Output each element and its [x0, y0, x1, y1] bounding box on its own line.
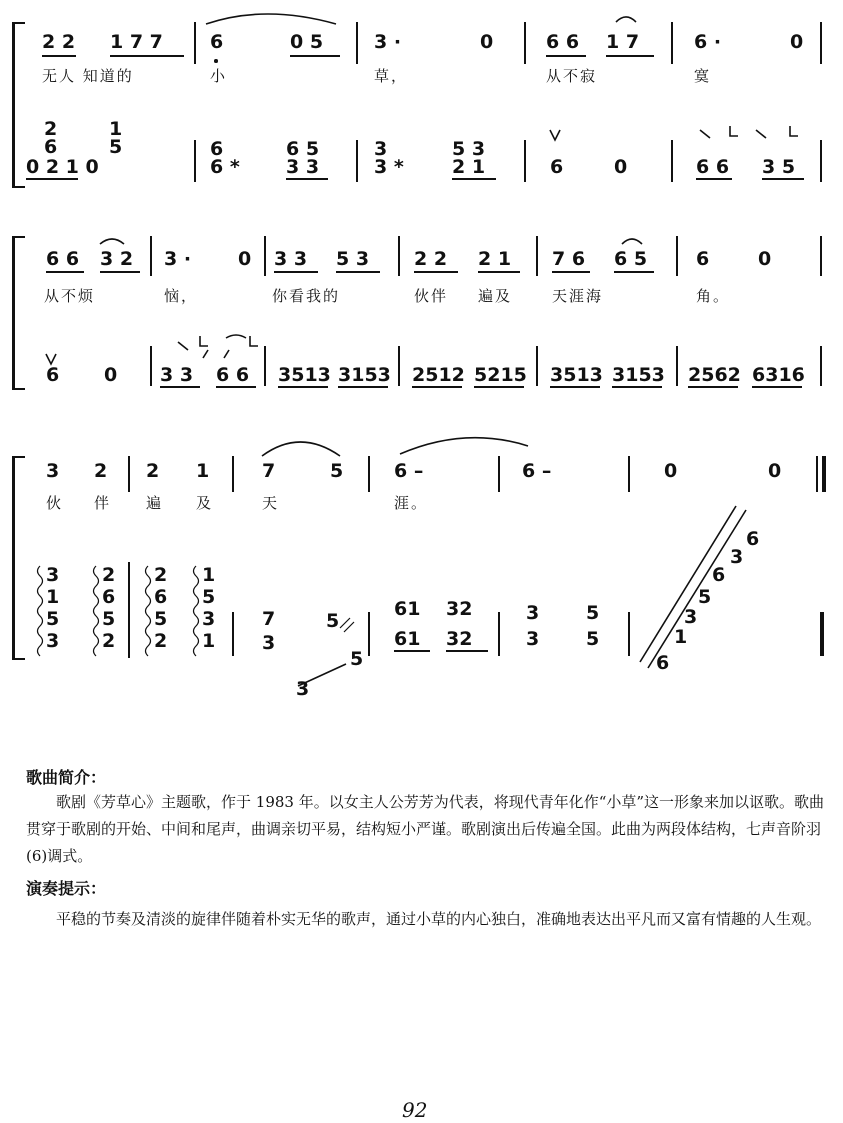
accomp-note: 5 [326, 610, 340, 632]
accomp-note: 1 [202, 630, 216, 652]
melody-note: 2 [146, 460, 160, 482]
accomp-note: 61 [394, 598, 421, 620]
melody-note: 3 · [374, 31, 402, 53]
lyric: 遍及 [478, 287, 513, 305]
melody-note: 5 [330, 460, 344, 482]
accomp-note: 32 [446, 628, 473, 650]
melody-note: 6 [696, 248, 710, 270]
melody-note: 2 1 [478, 248, 512, 270]
accomp-note: 6 5 [286, 138, 320, 160]
melody-note: 3 3 [274, 248, 308, 270]
melody-note: 1 7 [606, 31, 640, 53]
accomp-note: 3 [296, 678, 310, 700]
accomp-note: 3153 [338, 364, 391, 386]
accomp-note: 3 [526, 628, 540, 650]
lyric: 小 [210, 67, 228, 85]
accomp-note: 5 [586, 628, 600, 650]
page-number: 92 [402, 1098, 428, 1122]
melody-note: 6 6 [46, 248, 80, 270]
accomp-note: 0 2 1 0 [26, 156, 99, 178]
accomp-note: 0 [614, 156, 628, 178]
accomp-note: 6 [550, 156, 564, 178]
accomp-note: 2562 [688, 364, 741, 386]
lyric: 天涯海 [552, 287, 604, 305]
accomp-note: 6 * [210, 156, 240, 178]
melody-note: 3 2 [100, 248, 134, 270]
accomp-note: 6 6 [696, 156, 730, 178]
accomp-note: 5 [202, 586, 216, 608]
accomp-note: 6 [46, 364, 60, 386]
intro-text: 歌剧《芳草心》主题歌，作于 1983 年。以女主人公芳芳为代表，将现代青年化作“小草”这一形象来加以讴歌。歌曲贯穿于歌剧的开始、中间和尾声，曲调亲切平易，结构短小严谨。歌剧演出后传遍全国。此曲为两段体结构，七声音阶羽(6)调式。 [26, 793, 825, 865]
melody-note: 6 6 [546, 31, 580, 53]
melody-note: 3 [46, 460, 60, 482]
accomp-note: 5 [102, 608, 116, 630]
accomp-note: 3 [46, 630, 60, 652]
melody-note: 6 [210, 31, 224, 53]
intro-heading: 歌曲简介： [26, 768, 107, 787]
lyric: 天 [262, 494, 280, 512]
accomp-note: 3 [262, 632, 276, 654]
melody-note: 0 [790, 31, 804, 53]
accomp-note: 6 6 [216, 364, 250, 386]
accomp-note: 5 [154, 608, 168, 630]
melody-note: 6 · [694, 31, 722, 53]
accomp-note: 3 * [374, 156, 404, 178]
accomp-note: 5 [46, 608, 60, 630]
melody-note: 6 5 [614, 248, 648, 270]
accomp-note: 6 [102, 586, 116, 608]
accomp-note: 5215 [474, 364, 527, 386]
accomp-note: 1 [202, 564, 216, 586]
accomp-note: 3 [202, 608, 216, 630]
accomp-note: 3 3 [160, 364, 194, 386]
melody-note: 1 [196, 460, 210, 482]
melody-note: 3 · [164, 248, 192, 270]
melody-note: 0 [768, 460, 782, 482]
melody-note: 2 2 [414, 248, 448, 270]
melody-note: 0 [480, 31, 494, 53]
melody-note: 0 [238, 248, 252, 270]
accomp-note: 5 [350, 648, 364, 670]
accomp-note: 2 [44, 118, 58, 140]
lyric: 你看我的 [272, 287, 341, 305]
accomp-note: 3 [730, 546, 744, 568]
lyric: 及 [196, 494, 214, 512]
tips-heading: 演奏提示： [26, 879, 107, 898]
accomp-note: 6 [656, 652, 670, 674]
accomp-note: 6316 [752, 364, 805, 386]
accomp-note: 6 [746, 528, 760, 550]
lyric: 涯。 [394, 494, 429, 512]
accomp-note: 2 [102, 630, 116, 652]
accomp-note: 6 [44, 136, 58, 158]
lyric: 伴 [94, 494, 112, 512]
melody-note: 2 2 [42, 31, 76, 53]
lyric: 伙伴 [414, 287, 449, 305]
accomp-note: 3 [684, 606, 698, 628]
accomp-note: 3 [374, 138, 388, 160]
accomp-note: 5 [698, 586, 712, 608]
accomp-note: 3513 [550, 364, 603, 386]
accomp-note: 3 [46, 564, 60, 586]
lyric: 伙 [46, 494, 64, 512]
accomp-note: 61 [394, 628, 421, 650]
lyric: 草， [374, 67, 409, 85]
melody-note: 2 [94, 460, 108, 482]
melody-note: 7 [262, 460, 276, 482]
lyric: 遍 [146, 494, 164, 512]
melody-note: 0 [664, 460, 678, 482]
accomp-note: 3 3 [286, 156, 320, 178]
melody-note: 6 – [394, 460, 424, 482]
accomp-note: 1 [674, 626, 688, 648]
accomp-note: 2 1 [452, 156, 486, 178]
melody-note: 1 7 7 [110, 31, 163, 53]
melody-note: 5 3 [336, 248, 370, 270]
accomp-note: 2 [154, 630, 168, 652]
lyric: 恼， [164, 287, 199, 305]
accomp-note: 1 [46, 586, 60, 608]
accomp-note: 2512 [412, 364, 465, 386]
melody-note: 7 6 [552, 248, 586, 270]
accomp-note: 3 5 [762, 156, 796, 178]
accomp-note: 3513 [278, 364, 331, 386]
lyric: 从不寂 [546, 67, 598, 85]
melody-note: 0 [758, 248, 772, 270]
lyric: 寞 [694, 67, 712, 85]
accomp-note: 5 [586, 602, 600, 624]
lyric: 从不烦 [44, 287, 96, 305]
accomp-note: 6 [154, 586, 168, 608]
accomp-note: 32 [446, 598, 473, 620]
lyric: 角。 [696, 287, 731, 305]
accomp-note: 3 [526, 602, 540, 624]
accomp-note: 5 3 [452, 138, 486, 160]
accomp-note: 2 [154, 564, 168, 586]
accomp-note: 1 [109, 118, 123, 140]
accomp-note: 7 [262, 608, 276, 630]
accomp-note: 6 [712, 564, 726, 586]
accomp-note: 5 [109, 136, 123, 158]
accomp-note: 3153 [612, 364, 665, 386]
accomp-note: 0 [104, 364, 118, 386]
melody-note: 0 5 [290, 31, 324, 53]
accomp-note: 2 [102, 564, 116, 586]
lyric: 无人 知道的 [42, 67, 134, 85]
melody-note: 6 – [522, 460, 552, 482]
accomp-note: 6 [210, 138, 224, 160]
tips-text: 平稳的节奏及清淡的旋律伴随着朴实无华的歌声，通过小草的内心独白，准确地表达出平凡而又富有情趣的人生观。 [56, 910, 822, 928]
